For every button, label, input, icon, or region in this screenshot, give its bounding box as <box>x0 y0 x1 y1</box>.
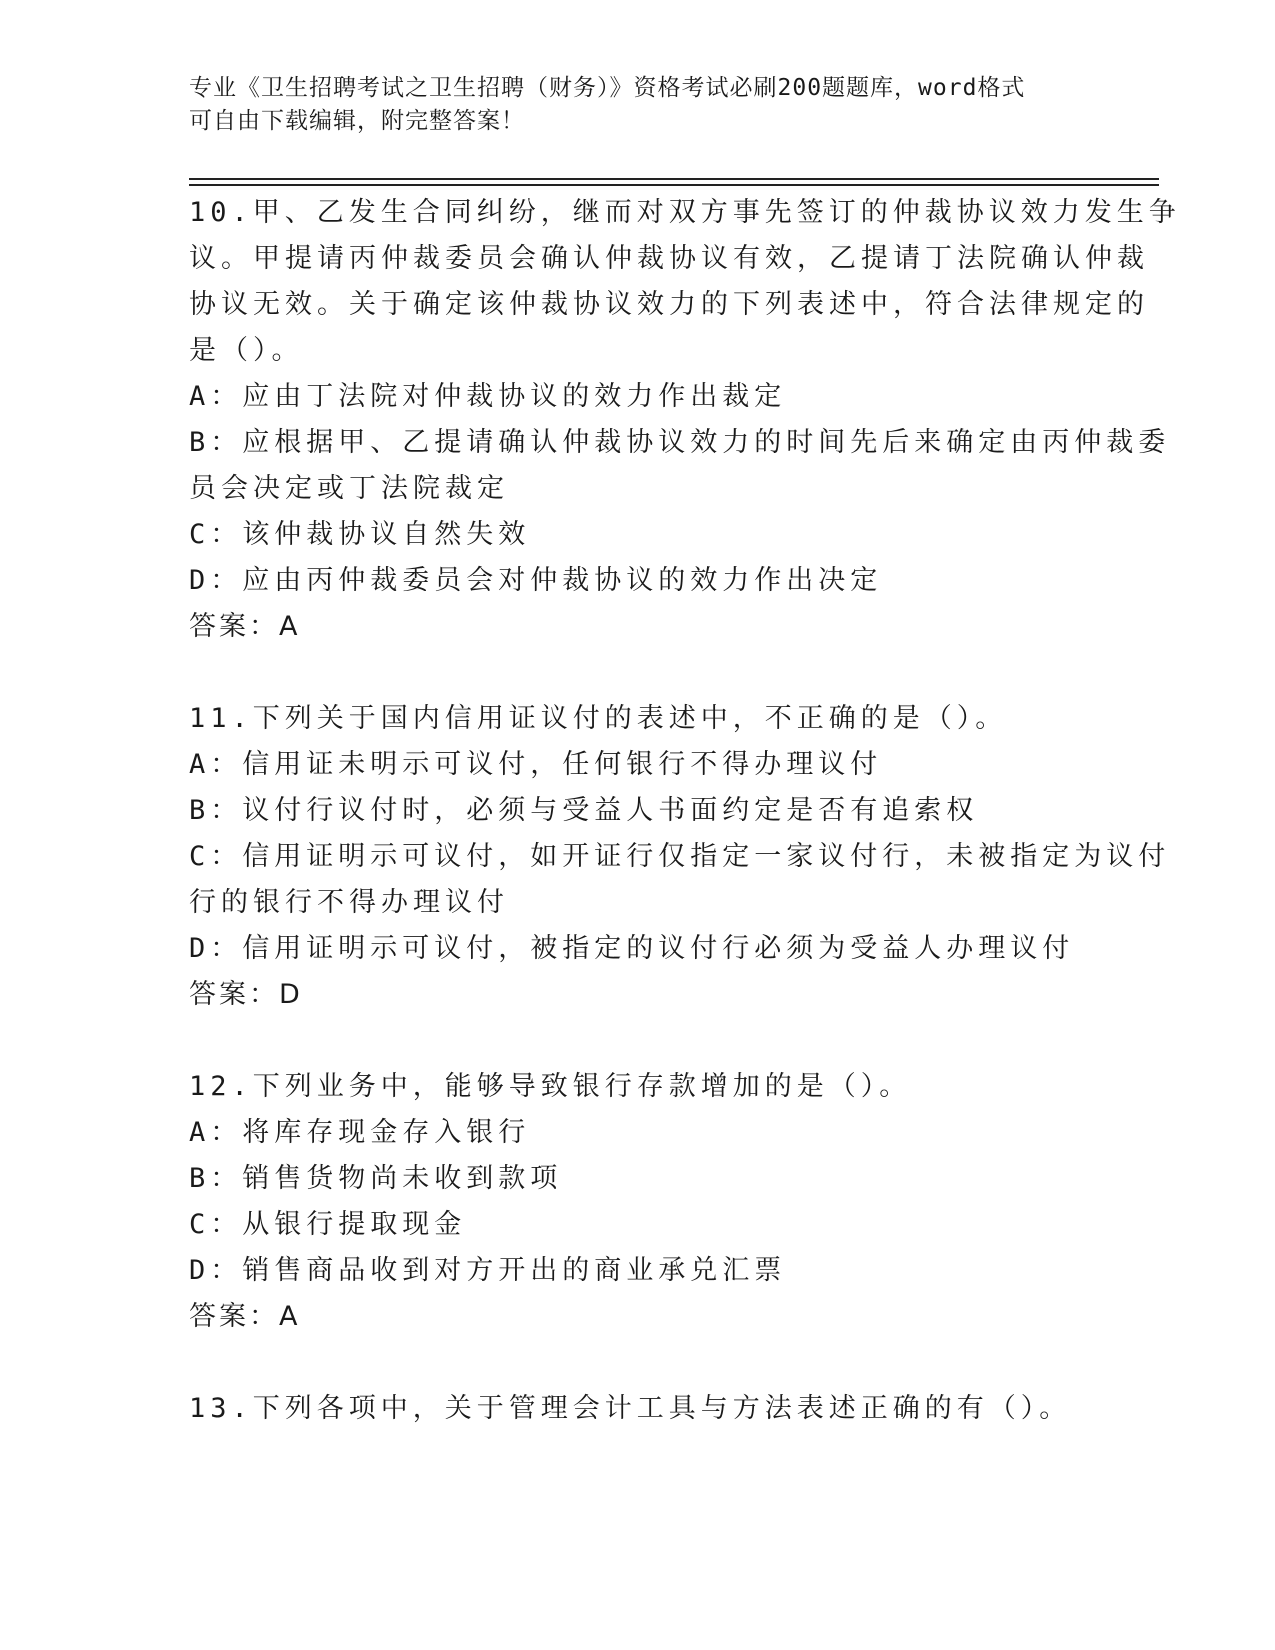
option-b: B：议付行议付时，必须与受益人书面约定是否有追索权 <box>189 795 979 826</box>
option-c: C：信用证明示可议付，如开证行仅指定一家议付行，未被指定为议付 <box>189 841 1171 872</box>
header-line-2: 可自由下载编辑，附完整答案！ <box>189 108 525 134</box>
header-line-1: 专业《卫生招聘考试之卫生招聘（财务）》资格考试必刷200题题库，word格式 <box>189 75 1026 101</box>
option-b: B：应根据甲、乙提请确认仲裁协议效力的时间先后来确定由丙仲裁委 <box>189 427 1171 458</box>
header-divider-top <box>189 178 1159 180</box>
question-stem-line: 10.甲、乙发生合同纠纷，继而对双方事先签订的仲裁协议效力发生争 <box>189 197 1181 228</box>
option-c: C：该仲裁协议自然失效 <box>189 519 531 550</box>
question-13 <box>189 1386 1089 1432</box>
option-d: D：销售商品收到对方开出的商业承兑汇票 <box>189 1255 787 1286</box>
option-c: C：从银行提取现金 <box>189 1209 467 1240</box>
option-d: D：信用证明示可议付，被指定的议付行必须为受益人办理议付 <box>189 933 1075 964</box>
question-stem-line: 是（）。 <box>189 335 304 366</box>
option-b-continued: 员会决定或丁法院裁定 <box>189 473 509 504</box>
option-d: D：应由丙仲裁委员会对仲裁协议的效力作出决定 <box>189 565 883 596</box>
option-a: A：信用证未明示可议付，任何银行不得办理议付 <box>189 749 883 780</box>
question-stem-line: 协议无效。关于确定该仲裁协议效力的下列表述中，符合法律规定的 <box>189 289 1149 320</box>
question-stem-line: 13.下列各项中，关于管理会计工具与方法表述正确的有（）。 <box>189 1393 1072 1424</box>
question-stem-line: 11.下列关于国内信用证议付的表述中，不正确的是（）。 <box>189 703 1008 734</box>
option-a: A：将库存现金存入银行 <box>189 1117 531 1148</box>
question-stem-line: 议。甲提请丙仲裁委员会确认仲裁协议有效，乙提请丁法院确认仲裁 <box>189 243 1149 274</box>
answer-label: 答案：A <box>189 1301 301 1332</box>
question-list <box>189 190 1181 1432</box>
document-header <box>189 72 1089 138</box>
header-divider-bottom <box>189 184 1159 186</box>
question-11 <box>189 696 1171 1018</box>
option-b: B：销售货物尚未收到款项 <box>189 1163 563 1194</box>
question-12 <box>189 1064 1089 1340</box>
question-stem-line: 12.下列业务中，能够导致银行存款增加的是（）。 <box>189 1071 912 1102</box>
option-c-continued: 行的银行不得办理议付 <box>189 887 509 918</box>
answer-label: 答案：A <box>189 611 301 642</box>
question-10 <box>189 190 1181 650</box>
answer-label: 答案：D <box>189 979 303 1010</box>
option-a: A：应由丁法院对仲裁协议的效力作出裁定 <box>189 381 787 412</box>
